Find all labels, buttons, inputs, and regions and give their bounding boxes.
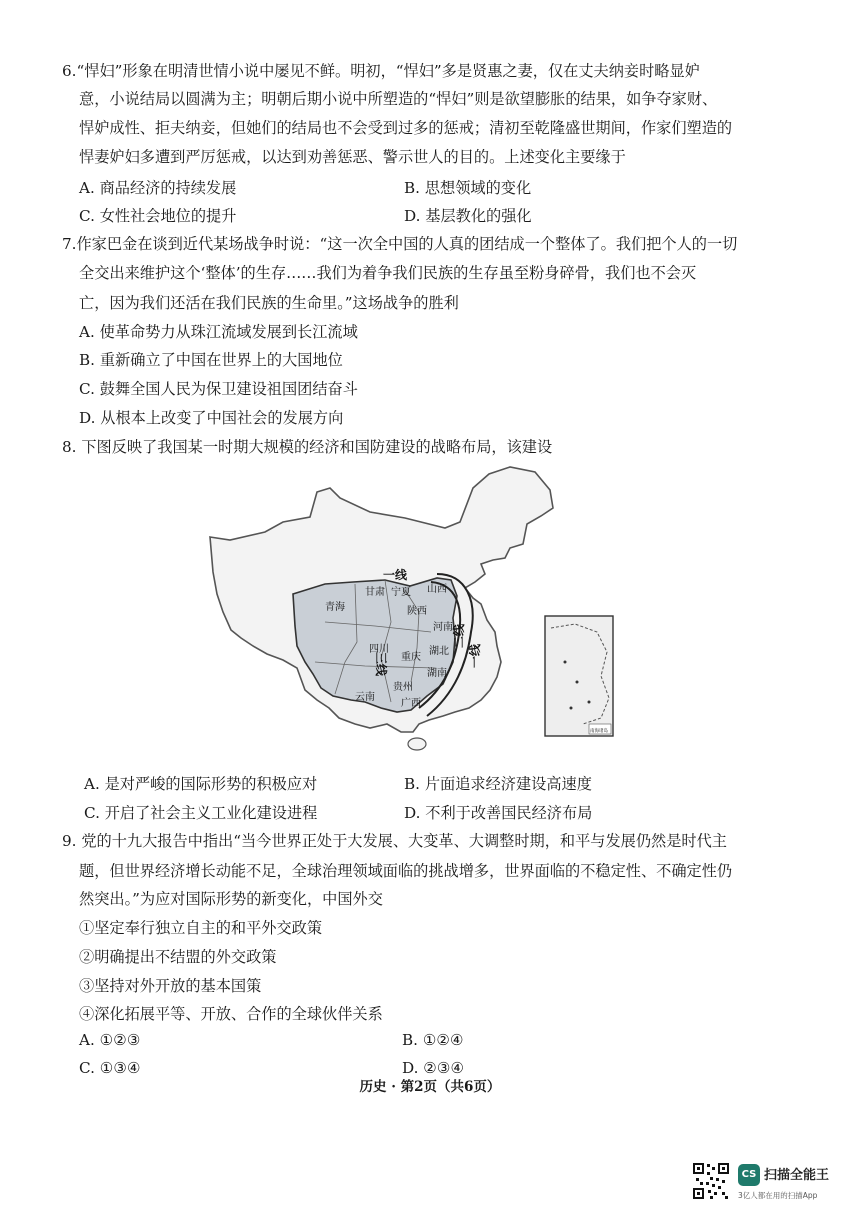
question-6-line-3: 悍妒成性、拒夫纳妾，但她们的结局也不会受到过多的惩戒；清初至乾隆盛世期间，作家们塑造的 (79, 119, 733, 137)
scanner-title: 扫描全能王 (764, 1168, 830, 1183)
question-9-item-4: ④深化拓展平等、开放、合作的全球伙伴关系 (79, 1005, 383, 1023)
province-label-sichuan: 四川 (369, 644, 389, 655)
qr-code-icon (692, 1162, 730, 1200)
question-7-option-b[interactable]: B. 重新确立了中国在世界上的大国地位 (79, 351, 343, 369)
question-9-option-d[interactable]: D. ②③④ (402, 1059, 465, 1077)
question-9-line-3: 然突出。”为应对国际形势的新变化，中国外交 (79, 890, 383, 908)
question-8-option-b[interactable]: B. 片面追求经济建设高速度 (404, 775, 592, 793)
china-map (205, 462, 660, 752)
page-footer: 历史 · 第2页（共6页） (359, 1079, 501, 1095)
province-label-hunan: 湖南 (427, 668, 447, 679)
province-label-gansu: 甘肃 (365, 587, 385, 598)
map-label-second-line: 二线 (452, 623, 466, 648)
question-8-stem: 8. 下图反映了我国某一时期大规模的经济和国防建设的战略布局，该建设 (62, 438, 553, 456)
question-6-option-c[interactable]: C. 女性社会地位的提升 (79, 207, 237, 225)
question-6-option-d[interactable]: D. 基层教化的强化 (404, 207, 532, 225)
question-7-option-c[interactable]: C. 鼓舞全国人民为保卫建设祖国团结奋斗 (79, 380, 358, 398)
question-9-line-1: 9. 党的十九大报告中指出“当今世界正处于大发展、大变革、大调整时期，和平与发展仍然是时代主 (62, 832, 727, 850)
province-label-guizhou: 贵州 (393, 682, 413, 693)
province-label-ningxia: 宁夏 (391, 587, 411, 598)
province-label-yunnan: 云南 (355, 692, 375, 703)
question-7-option-a[interactable]: A. 使革命势力从珠江流域发展到长江流域 (79, 323, 358, 341)
inset-label: 南海诸岛 (590, 729, 608, 734)
province-label-qinghai: 青海 (325, 602, 345, 613)
province-label-shaanxi: 陕西 (407, 606, 427, 617)
question-9-option-b[interactable]: B. ①②④ (402, 1031, 464, 1049)
map-label-first-line-east: 一线 (468, 643, 482, 668)
scanner-subtitle: 3亿人都在用的扫描App (738, 1191, 818, 1200)
question-7-line-2: 全交出来维护这个‘整体’的生存……我们为着争我们民族的生存虽至粉身碎骨，我们也不会灭 (79, 264, 697, 282)
question-8-option-d[interactable]: D. 不利于改善国民经济布局 (404, 804, 593, 822)
province-label-hubei: 湖北 (429, 646, 449, 657)
china-map-figure (205, 462, 660, 752)
south-sea-inset (545, 616, 613, 736)
question-9-item-2: ②明确提出不结盟的外交政策 (79, 948, 277, 966)
province-label-guangxi: 广西 (401, 698, 421, 709)
scanner-watermark (692, 1162, 852, 1207)
map-label-third-line: 三线 (374, 652, 388, 677)
question-7-line-1: 7.作家巴金在谈到近代某场战争时说：“这一次全中国的人真的团结成一个整体了。我们把个人的一切 (62, 235, 738, 253)
province-label-henan: 河南 (433, 622, 453, 633)
question-9-item-1: ①坚定奉行独立自主的和平外交政策 (79, 919, 322, 937)
question-6-line-2: 意，小说结局以圆满为主；明朝后期小说中所塑造的“悍妇”则是欲望膨胀的结果，如争夺家财、 (79, 90, 718, 108)
hainan-island (408, 738, 426, 750)
question-7-line-3: 亡，因为我们还活在我们民族的生命里。”这场战争的胜利 (79, 294, 459, 312)
question-7-option-d[interactable]: D. 从根本上改变了中国社会的发展方向 (79, 409, 344, 427)
province-label-shanxi: 山西 (427, 584, 447, 595)
question-6-option-a[interactable]: A. 商品经济的持续发展 (79, 179, 237, 197)
question-9-option-a[interactable]: A. ①②③ (79, 1031, 141, 1049)
question-9-item-3: ③坚持对外开放的基本国策 (79, 977, 262, 995)
map-label-first-line-north: 一线 (383, 568, 408, 582)
camscanner-logo-icon: CS (738, 1164, 760, 1186)
question-6-line-1: 6.“悍妇”形象在明清世情小说中屡见不鲜。明初，“悍妇”多是贤惠之妻，仅在丈夫纳妾时略显妒 (62, 62, 700, 80)
question-8-option-c[interactable]: C. 开启了社会主义工业化建设进程 (84, 804, 318, 822)
question-9-option-c[interactable]: C. ①③④ (79, 1059, 141, 1077)
province-label-chongqing: 重庆 (401, 652, 421, 663)
question-6-line-4: 悍妻妒妇多遭到严厉惩戒，以达到劝善惩恶、警示世人的目的。上述变化主要缘于 (79, 148, 626, 166)
question-9-line-2: 题，但世界经济增长动能不足，全球治理领域面临的挑战增多，世界面临的不稳定性、不确定性仍 (79, 862, 733, 880)
question-6-option-b[interactable]: B. 思想领域的变化 (404, 179, 532, 197)
question-8-option-a[interactable]: A. 是对严峻的国际形势的积极应对 (84, 775, 318, 793)
